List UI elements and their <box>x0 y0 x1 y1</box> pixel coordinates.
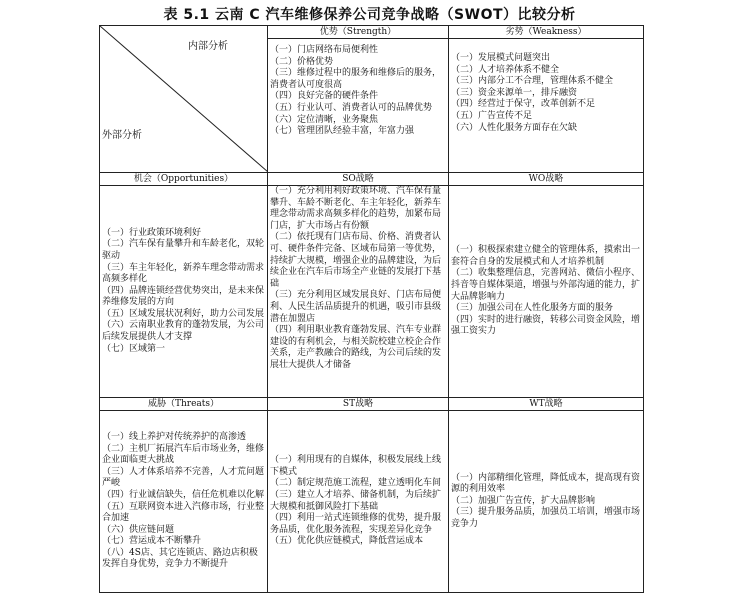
internal-analysis-label: 内部分析 <box>188 41 228 52</box>
wt-item: （三）提升服务品质，加强员工培训，增强市场竞争力 <box>451 507 641 529</box>
st-list <box>270 455 446 548</box>
weakness-cell <box>449 39 644 173</box>
threats-item: （五）互联网资本进入汽修市场，行业整合加速 <box>102 501 265 524</box>
opportunities-item: （一）行业政策环境利好 <box>102 227 202 238</box>
weakness-header: 劣势（Weakness） <box>449 26 644 39</box>
weakness-item: （二）人才培养体系不健全 <box>451 64 560 75</box>
weakness-list <box>451 39 641 134</box>
wo-item: （三）加强公司在人性化服务方面的服务 <box>451 303 614 314</box>
weakness-item: （三）资金来源单一，排斥融资 <box>451 87 578 98</box>
weakness-item: （四）经营过于保守，改革创新不足 <box>451 99 596 110</box>
wo-list <box>451 245 641 338</box>
threats-list <box>102 432 265 571</box>
strength-item: （一）门店网络布局便利性 <box>270 45 379 55</box>
opportunities-item: （二）汽车保有量攀升和车龄老化，双轮驱动 <box>102 239 265 261</box>
opportunities-list <box>102 228 265 356</box>
threats-item: （八）4S店、其它连锁店、路边店积极发挥自身优势，竞争力不断提升 <box>102 547 258 570</box>
strength-item: （六）定位清晰，业务聚焦 <box>270 114 379 125</box>
weakness-item: （三）内部分工不合理，管理体系不健全 <box>451 76 614 87</box>
wo-header: WO战略 <box>449 173 644 186</box>
st-item: （二）制定规范施工流程，建立透明化车间 <box>270 478 442 489</box>
strength-item: （二）价格优势 <box>270 56 334 67</box>
wo-item: （一）积极探索建立健全的管理体系，摸索出一套符合自身的发展模式和人才培养机制 <box>451 245 641 267</box>
so-item: （二）依托现有门店布局、价格、消费者认可、硬件条件完备、区域布局第一等优势，持续扩大规模，增强企业的品牌建设，为后续企业在汽车后市场全产业链的发展打下基础 <box>270 232 442 289</box>
threats-cell <box>100 411 268 593</box>
wt-header: WT战略 <box>449 398 644 411</box>
threats-header: 威胁（Threats） <box>100 398 268 411</box>
opportunities-header: 机会（Opportunities） <box>100 173 268 186</box>
so-list <box>270 186 446 372</box>
external-analysis-label: 外部分析 <box>102 130 142 141</box>
st-item: （四）利用一站式连锁维修的优势，提升服务品质，优化服务流程，实现差异化竞争 <box>270 513 442 535</box>
opportunities-item: （七）区域第一 <box>102 343 166 354</box>
threats-item: （六）供应链问题 <box>102 524 175 535</box>
wo-item: （二）收集整理信息，完善网站、微信小程序、抖音等自媒体渠道，增强与外部沟通的能力，扩大品牌影响力 <box>451 268 641 302</box>
weakness-item: （一）发展模式问题突出 <box>451 53 551 63</box>
st-header: ST战略 <box>268 398 449 411</box>
st-item: （五）优化供应链模式，降低营运成本 <box>270 536 424 547</box>
strength-header: 优势（Strength） <box>268 26 449 39</box>
so-item: （四）利用职业教育蓬勃发展、汽车专业群建设的有利机会，与相关院校建立校企合作关系，走产教融合的路线，为公司后续的发展壮大提供人才储备 <box>270 325 442 370</box>
threats-item: （一）线上养护对传统养护的高渗透 <box>102 431 247 442</box>
st-item: （一）利用现有的自媒体，积极发展线上线下模式 <box>270 455 442 477</box>
wt-cell <box>449 411 644 593</box>
table-title: 表 5.1 云南 C 汽车维修保养公司竞争战略（SWOT）比较分析 <box>163 7 576 23</box>
weakness-item: （五）广告宣传不足 <box>451 110 533 121</box>
diagonal-line <box>100 26 268 172</box>
strength-item: （三）维修过程中的服务和维修后的服务，消费者认可度很高 <box>270 68 442 90</box>
swot-table <box>99 25 644 593</box>
threats-item: （四）行业诚信缺失，信任危机难以化解 <box>102 489 265 500</box>
strength-item: （七）管理团队经验丰富，年富力强 <box>270 126 415 137</box>
strength-list <box>270 39 446 138</box>
threats-item: （二）主机厂拓展汽车后市场业务，维修企业面临更大挑战 <box>102 443 265 466</box>
weakness-item: （六）人性化服务方面存在欠缺 <box>451 122 578 133</box>
strength-item: （五）行业认可、消费者认可的品牌优势 <box>270 102 433 113</box>
so-item: （一）充分利用利好政策环境、汽车保有量攀升、车龄不断老化、车主年轻化，新养车理念带动需求高频多样化的趋势，加紧布局门店，扩大市场占有份额 <box>270 186 442 231</box>
st-cell <box>268 411 449 593</box>
opportunities-item: （五）区域发展状况利好，助力公司发展 <box>102 308 265 319</box>
opportunities-item: （四）品牌连锁经营优势突出，是未来保养维修发展的方向 <box>102 285 265 308</box>
wt-list <box>451 473 641 531</box>
wo-item: （四）实时的进行融资，转移公司资金风险，增强工资实力 <box>451 314 641 337</box>
strength-cell <box>268 39 449 173</box>
so-header: SO战略 <box>268 173 449 186</box>
opportunities-cell <box>100 186 268 398</box>
so-item: （三）充分利用区域发展良好、门店布局便利、人民生活品质提升的机遇，吸引市县级潜在加盟店 <box>270 290 442 324</box>
threats-item: （七）营运成本不断攀升 <box>102 536 202 547</box>
opportunities-item: （六）云南职业教育的蓬勃发展，为公司后续发展提供人才支撑 <box>102 320 265 343</box>
opportunities-item: （三）车主年轻化，新养车理念带动需求高频多样化 <box>102 262 265 285</box>
wt-item: （一）内部精细化管理，降低成本，提高现有资源的利用效率 <box>451 472 641 495</box>
threats-item: （三）人才体系培养不完善，人才荒问题严峻 <box>102 466 265 489</box>
wt-item: （二）加强广告宣传，扩大品牌影响 <box>451 495 596 506</box>
st-item: （三）建立人才培养、储备机制，为后续扩大规模和抵御风险打下基础 <box>270 489 442 512</box>
so-cell <box>268 186 449 398</box>
strength-item: （四）良好完备的硬件条件 <box>270 91 379 102</box>
wo-cell <box>449 186 644 398</box>
corner-cell <box>100 26 268 173</box>
